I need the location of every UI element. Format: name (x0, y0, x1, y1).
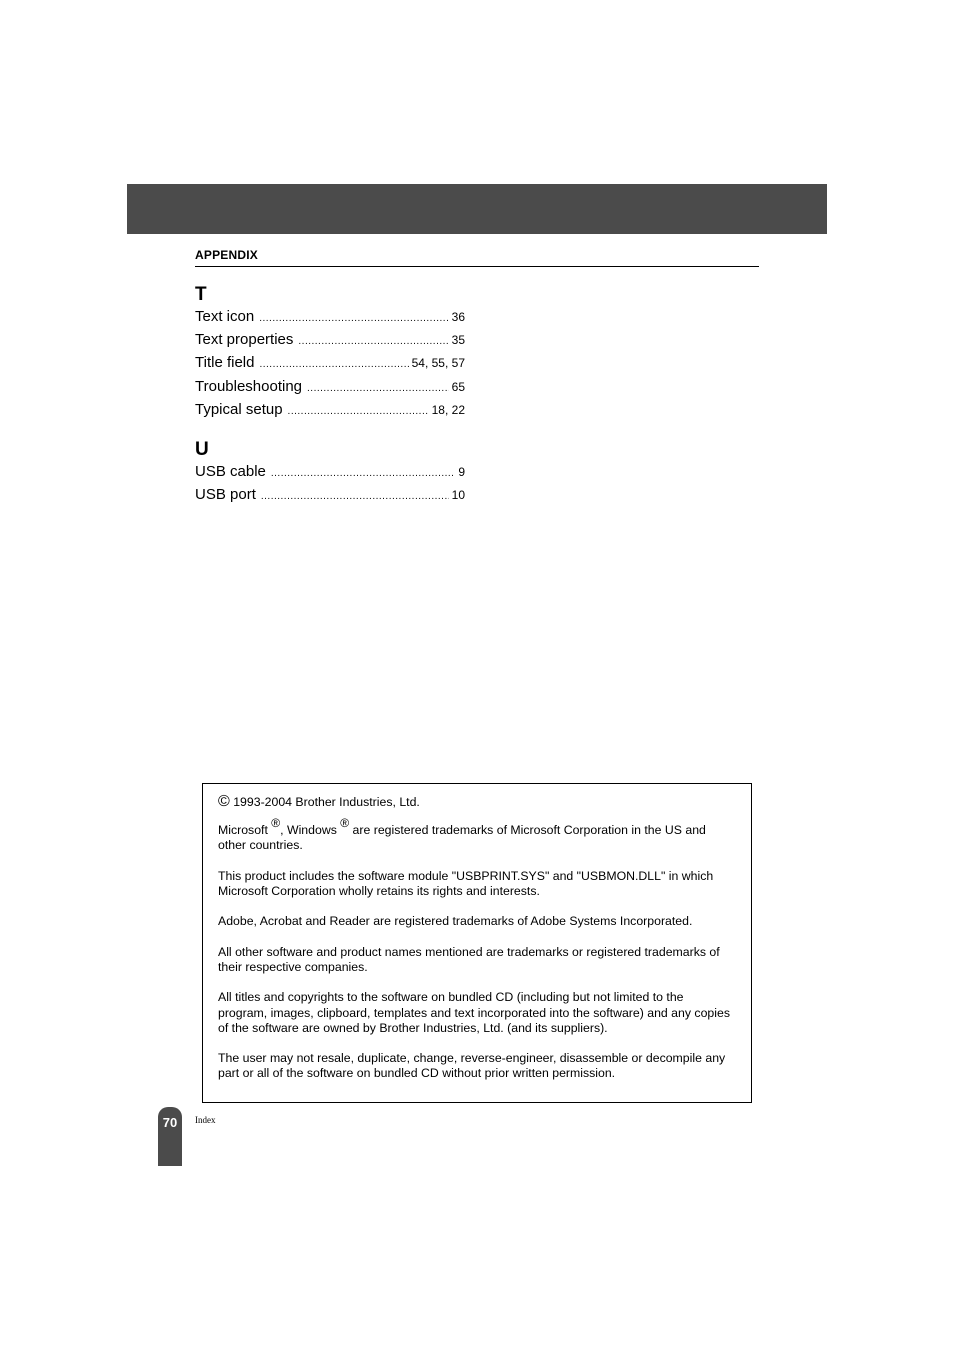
dot-leader (298, 336, 448, 347)
page-number: 70 (162, 1115, 178, 1130)
index-term: Typical setup (195, 400, 283, 418)
copyright-text: 1993-2004 Brother Industries, Ltd. (229, 795, 420, 809)
ms-text-1: Microsoft (218, 823, 272, 838)
adobe-trademark: Adobe, Acrobat and Reader are registered trademarks of Adobe Systems Incorporated. (218, 914, 693, 929)
registered-mark: ® (340, 816, 350, 831)
header-band (127, 184, 827, 234)
software-copyright: All titles and copyrights to the software on bundled CD (including but not limited to the program, images, clipboard, templates and text incorporated into the software) and any copies of the software are owned by Brother Industries, Ltd. (and its suppliers). (218, 990, 730, 1035)
index-entry[interactable] (195, 486, 465, 509)
index-pages: 65 (451, 379, 465, 394)
usage-restriction: The user may not resale, duplicate, change, reverse-engineer, disassemble or decompile any part or all of the software on bundled CD without prior written permission. (218, 1051, 726, 1081)
dot-leader (261, 491, 449, 502)
index-entry[interactable] (195, 463, 465, 486)
index-group-t (195, 284, 465, 424)
index-entry[interactable] (195, 401, 465, 424)
index-entry[interactable] (195, 331, 465, 354)
copyright-symbol: © (218, 793, 230, 810)
index-entry[interactable] (195, 378, 465, 401)
dot-leader (259, 313, 448, 324)
index-entry[interactable] (195, 354, 465, 377)
registered-mark: ® (271, 816, 281, 831)
legal-notice-box (202, 783, 752, 1103)
index-letter: T (195, 284, 207, 305)
footer-label: Index (195, 1115, 216, 1125)
dot-leader (271, 468, 455, 479)
index-pages: 18, 22 (431, 402, 465, 417)
section-title: APPENDIX (195, 248, 258, 262)
index-term: Text icon (195, 308, 255, 325)
dot-leader (259, 359, 408, 370)
index-term: Title field (195, 354, 255, 372)
header-divider (195, 266, 759, 267)
index-term: USB cable (195, 463, 266, 480)
index-group-u (195, 439, 465, 509)
index-pages: 36 (451, 310, 465, 324)
ms-text-3: are registered trademarks of Microsoft Corporation in the US and other countries. (218, 823, 706, 853)
index-pages: 9 (458, 465, 465, 479)
usbprint-notice: This product includes the software module "USBPRINT.SYS" and "USBMON.DLL" in which Microsoft Corporation wholly retains its rights and interests. (218, 868, 714, 898)
dot-leader (288, 406, 429, 417)
index-term: Troubleshooting (195, 377, 303, 395)
other-trademarks: All other software and product names mentioned are trademarks or registered trademarks of their respective companies. (218, 944, 720, 974)
microsoft-trademark (218, 816, 735, 853)
index-pages: 54, 55, 57 (411, 356, 465, 371)
index-term: USB port (195, 486, 256, 504)
index-pages: 35 (451, 333, 465, 348)
index-pages: 10 (451, 488, 465, 503)
dot-leader (307, 383, 449, 394)
page-tab (158, 1107, 182, 1166)
copyright-line (218, 794, 735, 810)
ms-text-2: , Windows (280, 823, 341, 838)
index-entry[interactable] (195, 308, 465, 331)
index-letter: U (195, 439, 209, 460)
index-term: Text properties (195, 331, 294, 349)
